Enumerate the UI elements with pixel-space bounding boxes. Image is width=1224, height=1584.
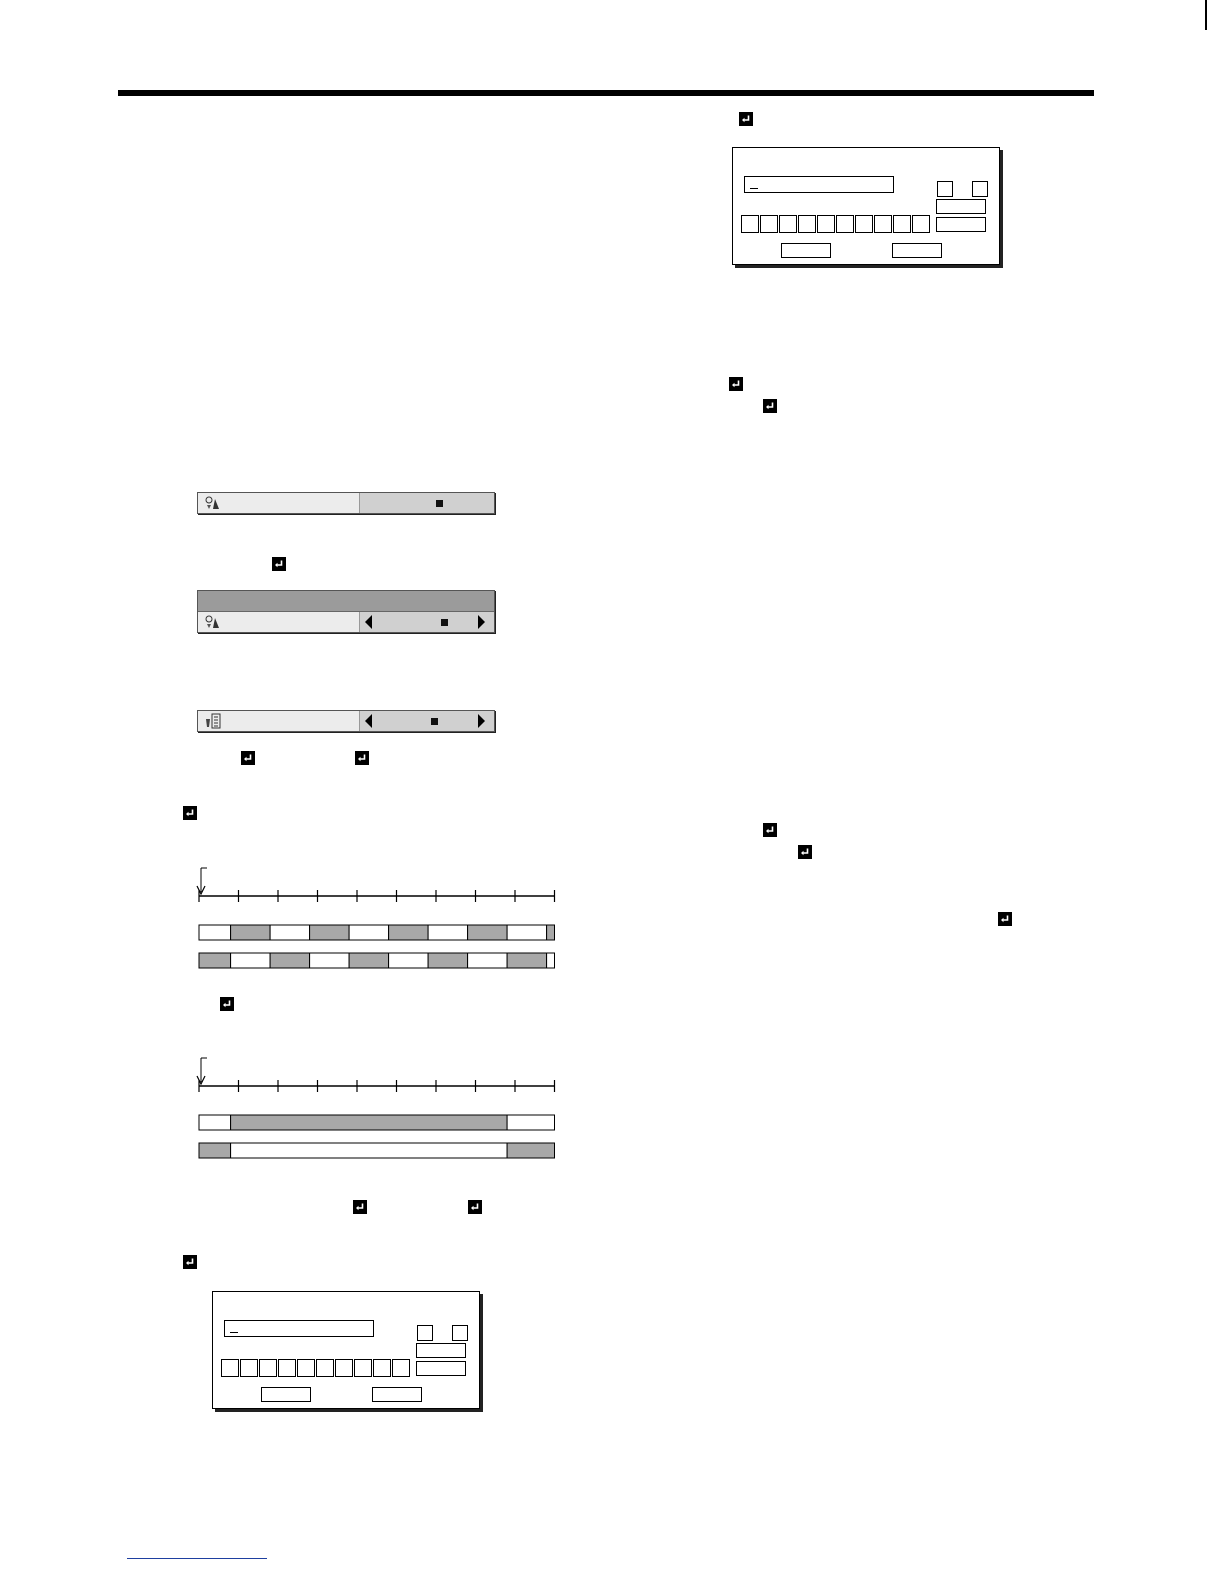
timer-menu-row[interactable] — [197, 492, 495, 514]
on-period-segment — [199, 1143, 231, 1158]
digit-key[interactable] — [297, 1359, 315, 1377]
enter-key-icon — [763, 823, 777, 837]
off-period-segment — [231, 953, 271, 968]
off-period-segment — [468, 953, 508, 968]
digit-key[interactable] — [912, 215, 930, 233]
timeline-diagram-alternating — [190, 862, 562, 972]
digit-key[interactable] — [855, 215, 873, 233]
triangle-left-icon[interactable] — [365, 714, 372, 728]
off-period-segment — [199, 1115, 231, 1130]
digit-key[interactable] — [836, 215, 854, 233]
menu-row-value-cell — [360, 493, 494, 513]
off-period-segment — [270, 925, 310, 940]
digit-key[interactable] — [240, 1359, 258, 1377]
on-period-segment — [507, 1143, 554, 1158]
off-period-segment — [199, 925, 231, 940]
menu-row-label-cell — [198, 493, 360, 513]
digit-key[interactable] — [335, 1359, 353, 1377]
on-period-segment — [199, 953, 231, 968]
enter-key-icon — [272, 557, 286, 571]
enter-key-icon — [220, 997, 234, 1011]
off-period-segment — [389, 953, 429, 968]
digit-key[interactable] — [392, 1359, 410, 1377]
off-period-segment — [507, 1115, 554, 1130]
dialog-side-button-2[interactable] — [936, 217, 986, 232]
password-dialog — [732, 147, 1000, 265]
enter-key-icon — [183, 806, 197, 820]
enter-key-icon — [436, 500, 443, 507]
menu-row-label-cell — [198, 711, 360, 731]
setup-icon — [204, 713, 222, 729]
dialog-side-button-1[interactable] — [936, 199, 986, 214]
on-period-segment — [547, 925, 555, 940]
off-period-segment — [310, 953, 350, 968]
text-cursor — [750, 188, 758, 189]
enter-key-icon — [355, 751, 369, 765]
setup-menu-row[interactable] — [197, 710, 495, 732]
on-period-segment — [270, 953, 310, 968]
on-period-segment — [428, 953, 468, 968]
on-period-segment — [349, 953, 389, 968]
page-edge-mark — [1205, 0, 1207, 30]
enter-key-icon — [763, 399, 777, 413]
digit-key[interactable] — [316, 1359, 334, 1377]
checkbox-b[interactable] — [452, 1325, 468, 1341]
digit-key[interactable] — [259, 1359, 277, 1377]
on-period-segment — [310, 925, 350, 940]
menu-row-value-cell[interactable] — [360, 612, 494, 632]
triangle-right-icon[interactable] — [478, 615, 485, 629]
triangle-left-icon[interactable] — [365, 615, 372, 629]
text-cursor — [230, 1332, 238, 1333]
timer-icon — [205, 496, 221, 510]
enter-key-icon — [998, 912, 1012, 926]
digit-key[interactable] — [760, 215, 778, 233]
triangle-right-icon[interactable] — [478, 714, 485, 728]
off-period-segment — [428, 925, 468, 940]
digit-key[interactable] — [893, 215, 911, 233]
enter-key-icon — [729, 377, 743, 391]
checkbox-a[interactable] — [417, 1325, 433, 1341]
digit-key[interactable] — [741, 215, 759, 233]
timer-submenu — [197, 590, 495, 633]
digit-key[interactable] — [817, 215, 835, 233]
digit-key[interactable] — [779, 215, 797, 233]
checkbox-b[interactable] — [972, 181, 988, 197]
on-period-segment — [231, 925, 271, 940]
off-period-segment — [349, 925, 389, 940]
dialog-cancel-button[interactable] — [372, 1387, 422, 1402]
on-period-segment — [231, 1115, 508, 1130]
menu-row-label-cell — [198, 612, 360, 632]
checkbox-a[interactable] — [937, 181, 953, 197]
enter-key-icon — [241, 751, 255, 765]
on-period-segment — [389, 925, 429, 940]
digit-key[interactable] — [798, 215, 816, 233]
password-input[interactable] — [224, 1320, 374, 1337]
timer-icon — [205, 615, 221, 629]
password-dialog — [212, 1291, 480, 1409]
password-input[interactable] — [744, 176, 894, 193]
on-period-segment — [468, 925, 508, 940]
dialog-ok-button[interactable] — [261, 1387, 311, 1402]
digit-key[interactable] — [221, 1359, 239, 1377]
header-rule — [118, 90, 1094, 96]
digit-key[interactable] — [373, 1359, 391, 1377]
submenu-header — [198, 591, 494, 612]
footer-link-underline[interactable] — [127, 1558, 267, 1559]
enter-key-icon — [353, 1200, 367, 1214]
dialog-side-button-2[interactable] — [416, 1361, 466, 1376]
off-period-segment — [507, 925, 546, 940]
digit-key[interactable] — [354, 1359, 372, 1377]
enter-key-icon — [431, 718, 438, 725]
on-period-segment — [507, 953, 546, 968]
off-period-segment — [547, 953, 555, 968]
enter-key-icon — [739, 112, 753, 126]
dialog-ok-button[interactable] — [781, 243, 831, 258]
enter-key-icon — [441, 619, 448, 626]
enter-key-icon — [183, 1255, 197, 1269]
digit-key[interactable] — [874, 215, 892, 233]
off-period-segment — [231, 1143, 508, 1158]
timeline-diagram-long — [190, 1052, 562, 1162]
enter-key-icon — [468, 1200, 482, 1214]
menu-row-value-cell[interactable] — [360, 711, 494, 731]
dialog-side-button-1[interactable] — [416, 1343, 466, 1358]
digit-key[interactable] — [278, 1359, 296, 1377]
enter-key-icon — [798, 845, 812, 859]
dialog-cancel-button[interactable] — [892, 243, 942, 258]
